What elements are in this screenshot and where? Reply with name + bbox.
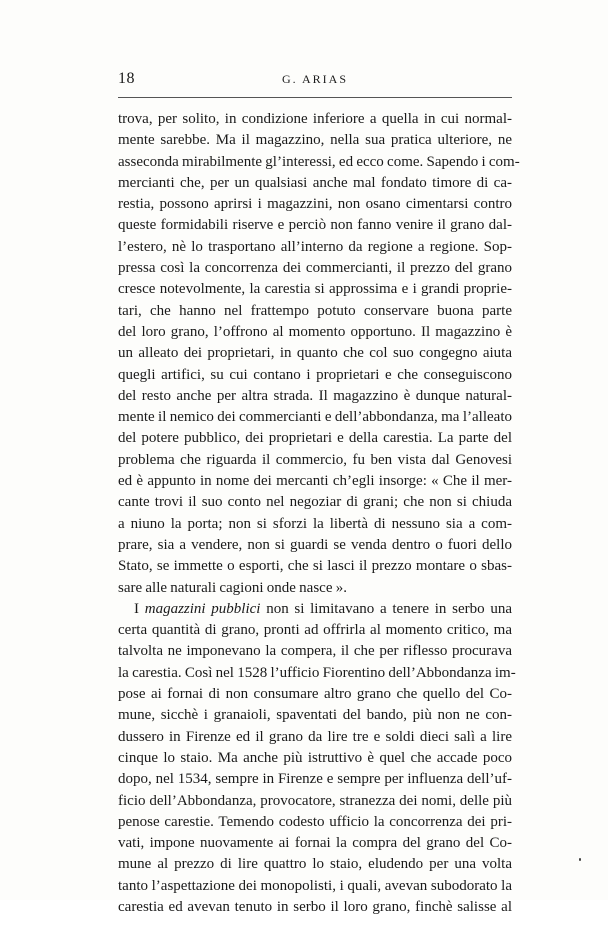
text-line: Stato, se immette o esporti, che si lasci il prezzo montare o sbas- [118, 558, 512, 575]
text-line: tanto l’aspettazione dei monopolisti, i quali, avevan subodorato la [118, 877, 512, 894]
text-line: quegli artifici, su cui contano i proprietari e che conseguiscono [118, 366, 512, 383]
text-line: ficio dell’Abbondanza, provocatore, stranezza dei nomi, delle più [118, 792, 512, 809]
italic-term: magazzini pubblici [144, 600, 261, 617]
text-line: restia, possono aprirsi i magazzini, non osano cimentarsi contro [118, 196, 512, 213]
text-line: cante trovi il suo conto nel negoziar di grani; che non si chiuda [118, 494, 512, 511]
text-line: del potere pubblico, dei proprietari e della carestia. La parte del [118, 430, 512, 447]
text-line-with-italic [118, 599, 512, 620]
text-line: la carestia. Così nel 1528 l’ufficio Fiorentino dell’Abbondanza im- [118, 664, 516, 681]
paragraph-2 [118, 599, 516, 940]
text-line: pose ai fornai di non consumare altro grano che quello del Co- [118, 686, 512, 703]
text-line: queste formidabili riserve e perciò non fanno venire il grano dal- [118, 217, 512, 234]
paragraph-1 [118, 109, 520, 599]
running-head: G. ARIAS [281, 72, 348, 86]
text-line: prare, sia a vendere, non si guardi se venda dentro o fuori dello [118, 536, 512, 553]
text-line: dussero in Firenze ed il grano da lire tre e soldi dieci salì a lire [118, 728, 512, 745]
text-line: sare alle naturali cagioni onde nasce ». [118, 579, 347, 596]
text-line: mente il nemico dei commercianti e dell’abbondanza, ma l’alleato [118, 409, 512, 426]
text-line: penose carestie. Temendo codesto ufficio la concorrenza dei pri- [118, 813, 512, 830]
text-line: del resto anche per altra strada. Il magazzino è dunque natural- [118, 387, 512, 404]
text-line [118, 918, 512, 939]
text-line: un alleato dei proprietari, in quanto che col suo congegno aiuta [118, 345, 512, 362]
text-line: cinque lo staio. Ma anche più istruttivo è quel che accade poco [118, 749, 512, 766]
text-line: del loro grano, l’offrono al momento opportuno. Il magazzino è [118, 323, 512, 340]
text-line: asseconda mirabilmente gl’interessi, ed ecco come. Sapendo i com- [118, 153, 520, 170]
text-line: mercianti che, per un qualsiasi anche mal fondato timore di ca- [118, 174, 512, 191]
page-header [118, 70, 512, 90]
page-number: 18 [118, 70, 135, 87]
text-fragment: I [134, 600, 139, 617]
text-line: tari, che hanno nel frattempo potuto conservare buona parte [118, 302, 512, 319]
text-line: mune, sicchè i granaioli, spaventati del bando, più non ne con- [118, 707, 512, 724]
text-line: problema che riguarda il commercio, fu ben vista dal Genovesi [118, 451, 512, 468]
text-line: dopo, nel 1534, sempre in Firenze e sempre per influenza dell’uf- [118, 771, 512, 788]
text-line: mente sarebbe. Ma il magazzino, nella sua pratica ulteriore, ne [118, 132, 512, 149]
text-line: certa quantità di grano, pronti ad offrirla al momento critico, ma [118, 622, 512, 639]
text-line: pressa così la concorrenza dei commercianti, il prezzo del grano [118, 260, 512, 277]
body-text [118, 109, 520, 940]
text-line: cresce notevolmente, la carestia si approssima e i grandi proprie- [118, 281, 512, 298]
text-line: a niuno la porta; non si sforzi la libertà di nessuno sia a com- [118, 515, 512, 532]
text-line: vati, impone nuovamente ai fornai la compra del grano del Co- [118, 835, 512, 852]
header-rule [118, 97, 512, 98]
text-line: ed è appunto in nome dei mercanti ch’egli insorge: « Che il mer- [118, 473, 512, 490]
text-line: talvolta ne imponevano la compera, il che per riflesso procurava [118, 643, 512, 660]
text-line: trova, per solito, in condizione inferiore a quella in cui normal- [118, 111, 512, 127]
print-speck [579, 858, 581, 861]
text-line: mune al prezzo di lire quattro lo staio, eludendo per una volta [118, 856, 512, 873]
text-line: carestia ed avevan tenuto in serbo il loro grano, finchè salisse al [118, 898, 512, 915]
text-line: l’estero, nè lo trasportano all’interno da regione a regione. Sop- [118, 238, 512, 255]
text-fragment: non si limitavano a tenere in serbo una [260, 600, 512, 617]
